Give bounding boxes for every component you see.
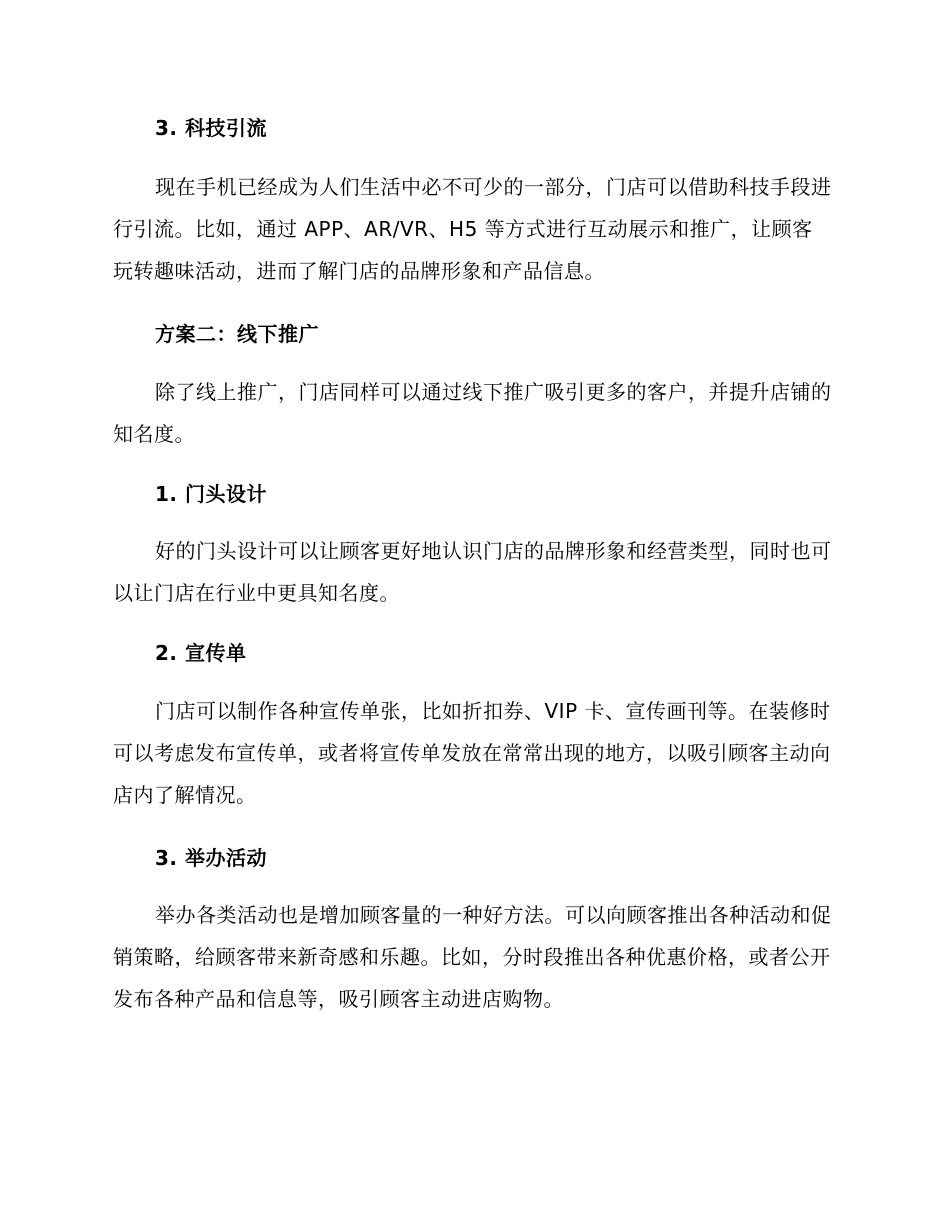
paragraph-plan-two: 除了线上推广，门店同样可以通过线下推广吸引更多的客户，并提升店铺的知名度。 [113, 380, 832, 446]
section-heading-storefront: 1. 门头设计 [155, 482, 267, 506]
paragraph-events: 举办各类活动也是增加顾客量的一种好方法。可以向顾客推出各种活动和促销策略，给顾客带来新奇感和乐趣。比如，分时段推出各种优惠价格，或者公开发布各种产品和信息等，吸引顾客主动进店购物。 [113, 903, 832, 1011]
section-heading-tech-traffic: 3. 科技引流 [155, 116, 267, 140]
paragraph-storefront: 好的门头设计可以让顾客更好地认识门店的品牌形象和经营类型，同时也可以让门店在行业中更具知名度。 [113, 539, 832, 605]
paragraph-tech-traffic: 现在手机已经成为人们生活中必不可少的一部分，门店可以借助科技手段进行引流。比如，通过 APP、AR/VR、H5 等方式进行互动展示和推广，让顾客玩转趣味活动，进而了解门店的品牌形象和产品信息。 [113, 175, 832, 283]
paragraph-flyer: 门店可以制作各种宣传单张，比如折扣券、VIP 卡、宣传画刊等。在装修时可以考虑发布宣传单，或者将宣传单发放在常常出现的地方，以吸引顾客主动向店内了解情况。 [113, 699, 831, 807]
section-heading-events: 3. 举办活动 [155, 846, 267, 870]
section-heading-plan-two: 方案二：线下推广 [155, 322, 319, 346]
section-heading-flyer: 2. 宣传单 [155, 641, 247, 665]
